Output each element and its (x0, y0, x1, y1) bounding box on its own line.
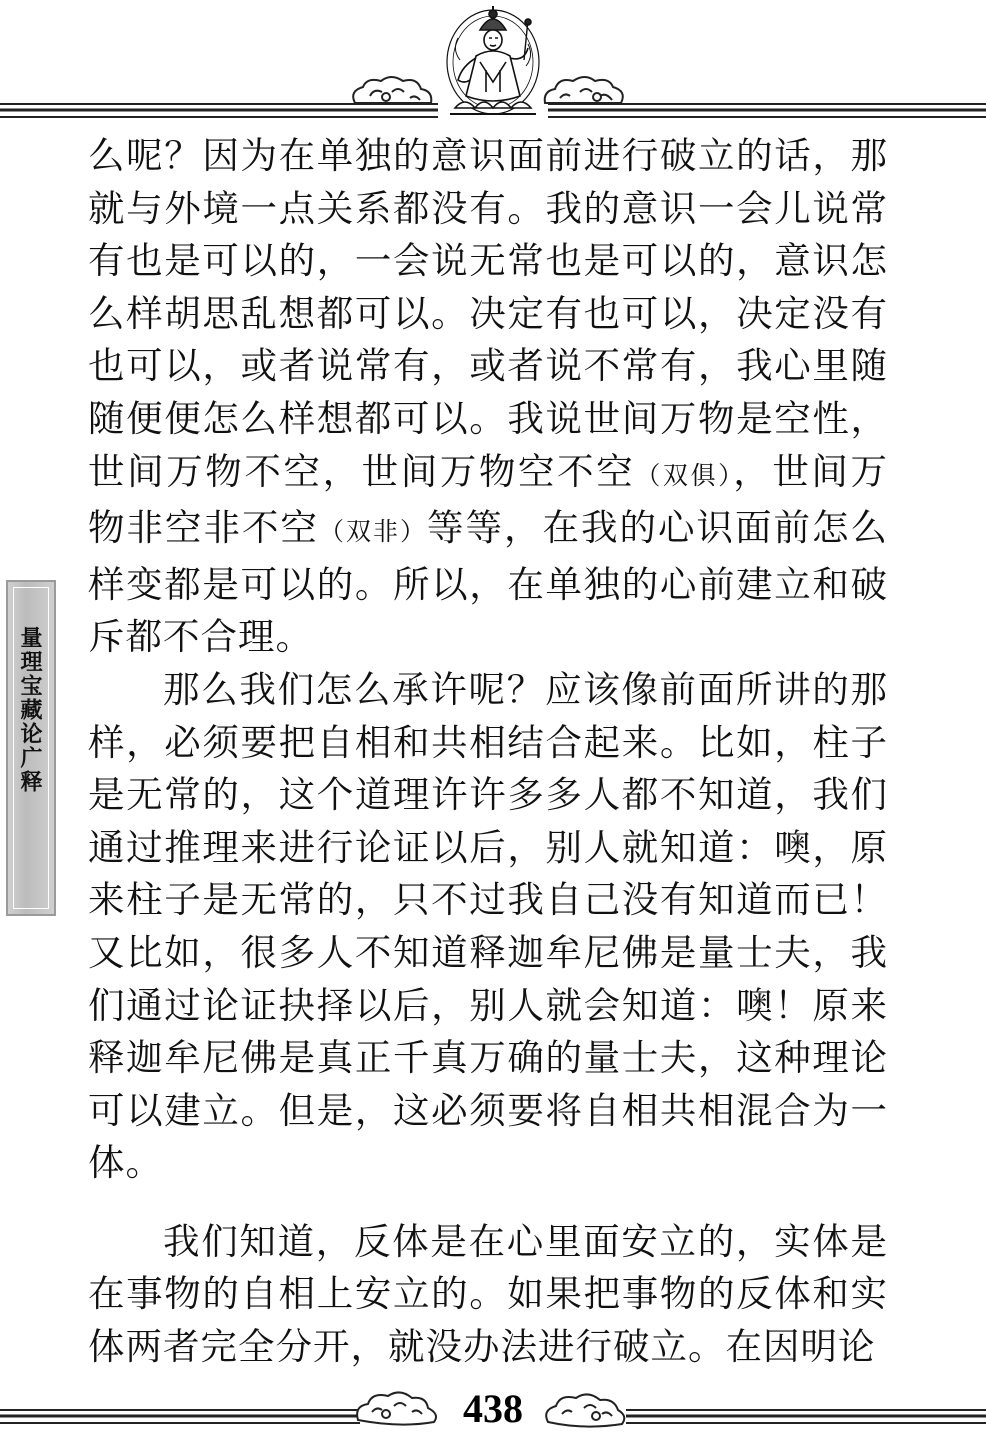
annotation-shuangju: （双俱） (635, 460, 734, 490)
cloud-ornament-icon (545, 77, 623, 103)
page-footer (0, 1380, 986, 1443)
header-rule-left (0, 104, 438, 117)
page-number: 438 (463, 1386, 523, 1431)
page-header (0, 0, 986, 130)
paragraph-1-text-c: 等等，在我的心识面前怎么样变都是可以的。所以，在单独的心前建立和破斥都不合理。 (88, 506, 888, 659)
header-rule-right (548, 104, 986, 117)
cloud-ornament-icon (353, 77, 431, 103)
header-ornament (0, 0, 986, 130)
paragraph-gap (88, 1190, 888, 1216)
footer-rule-left (0, 1410, 360, 1423)
paragraph-3: 我们知道，反体是在心里面安立的，实体是在事物的自相上安立的。如果把事物的反体和实体两者完全分开，就没办法进行破立。在因明论 (88, 1219, 888, 1369)
cloud-ornament-icon (546, 1394, 624, 1426)
paragraph-1-text-b: ，世间万物非空非不空 (88, 449, 889, 550)
deity-figure-icon (447, 6, 539, 114)
paragraph-1-text: 么呢？因为在单独的意识面前进行破立的话，那就与外境一点关系都没有。我的意识一会儿说常有也是可以的，一会说无常也是可以的，意识怎么样胡思乱想都可以。决定有也可以，决定没有也可以，或者说常有，或者说不常有，我心里随随便便怎么样想都可以。我说世间万物是空性，世间万物不空，世间万物空不空 (88, 134, 888, 493)
side-tab (6, 580, 56, 916)
book-title: 量理宝藏论广释 (17, 626, 42, 794)
main-text (88, 130, 889, 1369)
cloud-ornament-icon (357, 1392, 436, 1424)
paragraph-2: 那么我们怎么承许呢？应该像前面所讲的那样，必须要把自相和共相结合起来。比如，柱子是无常的，这个道理许许多多人都不知道，我们通过推理来进行论证以后，别人就知道：噢，原来柱子是无常的，只不过我自己没有知道而已！又比如，很多人不知道释迦牟尼佛是量士夫，我们通过论证抉择以后，别人就会知道：噢！原来释迦牟尼佛是真正千真万确的量士夫，这种理论可以建立。但是，这必须要将自相共相混合为一体。 (88, 667, 888, 1185)
footer-rule-right (626, 1410, 986, 1423)
annotation-shuangfei: （双非） (319, 517, 427, 547)
paragraph-1 (88, 130, 888, 664)
